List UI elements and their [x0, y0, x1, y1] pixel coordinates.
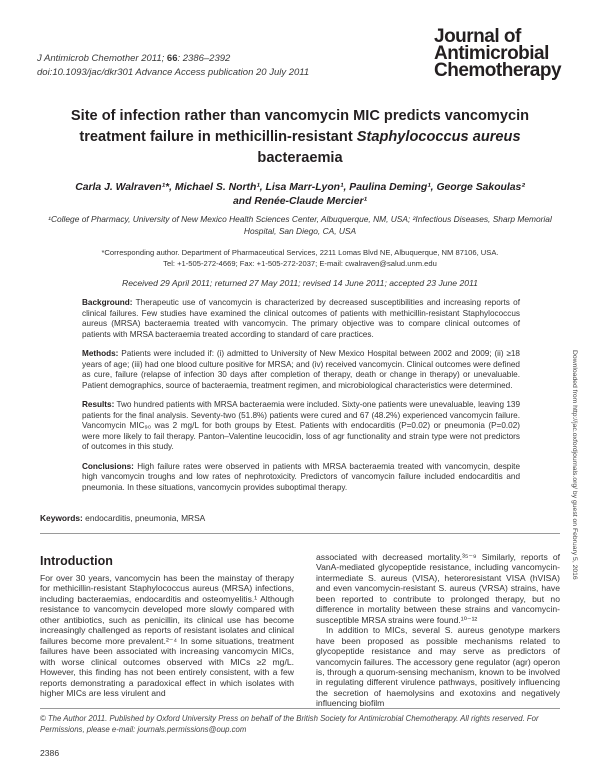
conclusions-label: Conclusions: — [82, 461, 134, 471]
keywords-label: Keywords: — [40, 513, 83, 523]
doi-line: doi:10.1093/jac/dkr301 Advance Access publication 20 July 2011 — [37, 67, 310, 78]
results-text: Two hundred patients with MRSA bacteraemia were included. Sixty-one patients were unevaluable, leaving 139 patients for the final analysis. Seventy-two (51.8%) patients were cured and 67 (48.2%) experienced vancomycin failure. Vancomycin MIC₉₀ was 2 mg/L for both groups by Etest. Patients with endocarditis (P=0.02) or pneumonia (P=0.02) were more likely to fail therapy. Panton–Valentine leucocidin, loss of agr functionality and strain type were not predictors of outcomes in this study. — [82, 400, 520, 451]
title-part-2: bacteraemia — [257, 150, 343, 166]
journal-abbrev: J Antimicrob Chemother — [37, 53, 139, 64]
logo-line-2: Antimicrobial — [434, 43, 549, 64]
download-note: Downloaded from http://jac.oxfordjournals.org/ by guest on February 5, 2016 — [571, 350, 578, 580]
pages: : 2386–2392 — [177, 53, 231, 64]
volume: 66 — [166, 53, 178, 64]
title-species: Staphylococcus aureus — [356, 129, 521, 145]
keywords — [40, 513, 205, 523]
introduction-heading: Introduction — [40, 554, 113, 568]
copyright-note: © The Author 2011. Published by Oxford University Press on behalf of the British Society for Antimicrobial Chemotherapy. All rights reserved. For Permissions, please e-mail: journals.permissions@oup.com — [40, 714, 539, 734]
corresponding-author — [40, 247, 560, 269]
intro-paragraph-3: In addition to MICs, several S. aureus genotype markers have been proposed as possible mechanisms related to glycopeptide resistance and may serve as predictors of vancomycin failures. The accessory gene regulator (agr) operon is, through a quorum-sensing mechanism, known to be involved in regulating different virulence pathways, positively influencing the secretion of haemolysins and exotoxins and negatively influencing biofilm — [316, 625, 560, 709]
author-list — [40, 181, 560, 209]
page-number: 2386 — [40, 748, 60, 758]
abstract-conclusions — [82, 462, 520, 494]
intro-paragraph-2: associated with decreased mortality.³⁵⁻⁹ Similarly, reports of VanA-mediated glycopeptide resistance, including vancomycin-intermediate S. aureus (VISA), heteroresistant VISA (hVISA) and even vancomycin-resistant S. aureus (VRSA) strains, have been reported to contribute to prolonged therapy, but no difference in mortality between these strains and vancomycin-susceptible MRSA strains were found.¹⁰⁻¹² — [316, 552, 560, 625]
received-dates: Received 29 April 2011; returned 27 May 2011; revised 14 June 2011; accepted 23 June 2011 — [122, 278, 478, 288]
citation-block — [37, 52, 309, 80]
authors-line-2: and Renée-Claude Mercier¹ — [233, 196, 367, 207]
journal-logo — [434, 28, 561, 79]
intro-paragraph-1: For over 30 years, vancomycin has been the mainstay of therapy for methicillin-resistant Staphylococcus aureus (MRSA) infections, including bacteraemias, endocarditis and osteomyelitis.¹ Although resistance to vancomycin developed more slowly compared with other antibiotics, such as penicillin, its clinical use has become increasingly challenged as reports of resistant isolates and clinical failures become more prevalent.²⁻⁴ In some situations, treatment failures have been associated with increasing vancomycin MICs, with worse clinical outcomes observed with MICs ≥2 mg/L. However, this finding has not been entirely consistent, with a few reports demonstrating a paradoxical effect in which isolates with higher MICs are less virulent and — [40, 573, 294, 698]
citation-line — [37, 52, 309, 66]
intro-left-column — [40, 573, 294, 698]
intro-right-column — [316, 552, 560, 709]
background-text: Therapeutic use of vancomycin is characterized by decreased susceptibilities and increasing reports of clinical failures. Few studies have examined the clinical outcomes of patients with methicillin-resistant Staphylococcus aureus (MRSA) bacteraemia treated with vancomycin. The primary objective was to compare clinical outcomes of patients with MRSA bacteraemia treated according to standard of care practices. — [82, 298, 520, 339]
results-label: Results: — [82, 400, 115, 409]
background-label: Background: — [82, 298, 133, 307]
methods-text: Patients were included if: (i) admitted to University of New Mexico Hospital between 2002 and 2009; (ii) ≥18 years of age; (iii) had one blood culture positive for MRSA; and (iv) received vancomycin. Clinical outcomes were defined as cure, failure (relapse of infection 30 days after completion of therapy, death or change in therapy) or unevaluable. Patient demographics, source of bacteraemia, treatment regimen, and microbiological characteristics were determined. — [82, 349, 520, 390]
title-part-1: Site of infection rather than vancomycin MIC predicts vancomycin treatment failure in methicillin-resistant — [70, 108, 530, 145]
methods-label: Methods: — [82, 349, 119, 358]
abstract — [82, 298, 520, 502]
abstract-background — [82, 298, 520, 340]
conclusions-text: High failure rates were observed in patients with MRSA bacteraemia treated with vancomycin, despite high vancomycin troughs and low rates of nephrotoxicity. Predictors of vancomycin failure included endocarditis and pneumonia. In these situations, vancomycin provides suboptimal therapy. — [82, 461, 520, 492]
article-title — [40, 106, 560, 169]
section-divider — [40, 533, 560, 534]
footer-divider — [40, 708, 560, 709]
corresponding-line-2: Tel: +1-505-272-4669; Fax: +1-505-272-2037; E-mail: cwalraven@salud.unm.edu — [163, 259, 437, 268]
logo-line-1: Journal of — [434, 26, 521, 47]
keywords-text: endocarditis, pneumonia, MRSA — [82, 513, 206, 523]
affiliations: ¹College of Pharmacy, University of New Mexico Health Sciences Center, Albuquerque, NM, USA; ²Infectious Diseases, Sharp Memorial Hospital, San Diego, CA, USA — [48, 214, 552, 236]
authors-line-1: Carla J. Walraven¹*, Michael S. North¹, Lisa Marr-Lyon¹, Paulina Deming¹, George Sakoulas² — [75, 182, 525, 193]
abstract-results — [82, 400, 520, 453]
logo-line-3: Chemotherapy — [434, 60, 562, 81]
abstract-methods — [82, 349, 520, 391]
download-sidebar — [572, 350, 584, 590]
year: 2011; — [141, 53, 165, 64]
corresponding-line-1: *Corresponding author. Department of Pharmaceutical Services, 2211 Lomas Blvd NE, Albuquerque, NM 87106, USA. — [101, 248, 499, 257]
